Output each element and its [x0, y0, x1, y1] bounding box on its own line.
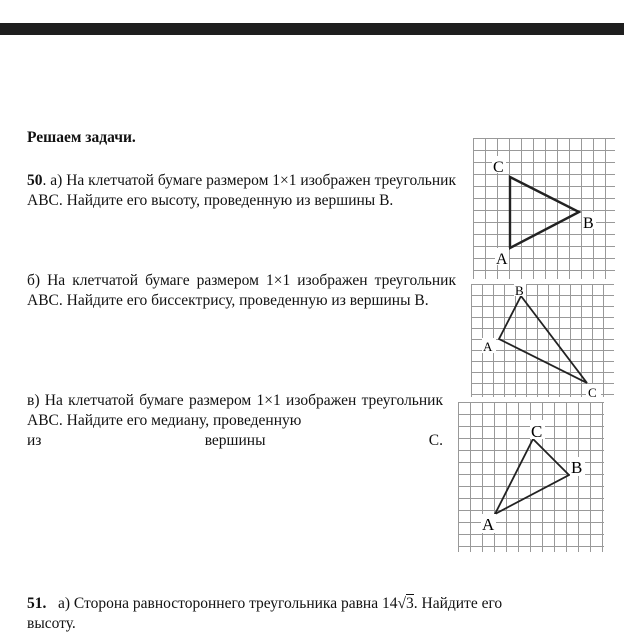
vertex-a-label: A — [496, 251, 508, 268]
figure-triangle-c — [458, 402, 606, 554]
vertex-c-label: C — [493, 159, 504, 176]
section-heading: Решаем задачи. — [27, 129, 136, 146]
problem-51-body: а) Сторона равностороннего треугольника равна 14 — [58, 595, 398, 612]
sqrt-symbol: √ — [397, 595, 406, 612]
problem-51-line2: высоту. — [27, 615, 76, 632]
word-iz: из — [27, 432, 42, 449]
vertex-a-label: A — [483, 339, 493, 354]
vertex-c-label: C — [588, 385, 597, 400]
problem-50c-last-line — [27, 431, 443, 451]
vertex-b-label: B — [583, 215, 594, 232]
problem-51-text — [27, 594, 624, 634]
problem-50c-body: в) На клетчатой бумаге размером 1×1 изображен треугольник ABC. Найдите его медиану, проведенную — [27, 392, 443, 429]
problem-51-body-end: . Найдите его — [413, 595, 503, 612]
problem-50c-text — [27, 391, 443, 451]
vertex-c-label: C — [531, 422, 543, 441]
figure-triangle-b — [471, 284, 615, 400]
problem-50a-text — [27, 171, 456, 211]
word-c: С. — [428, 432, 443, 449]
top-bar — [0, 23, 624, 35]
problem-50a-body: . а) На клетчатой бумаге размером 1×1 изображен треугольник ABC. Найдите его высоту, проведенную из вершины B. — [27, 172, 456, 209]
problem-number: 50 — [27, 172, 43, 189]
vertex-b-label: B — [515, 284, 524, 298]
figure-triangle-a — [473, 138, 617, 282]
problem-50b-text: б) На клетчатой бумаге размером 1×1 изображен треугольник ABC. Найдите его биссектрису, проведенную из вершины B. — [27, 272, 456, 309]
word-vershiny: вершины — [204, 432, 266, 449]
vertex-a-label: A — [482, 515, 495, 534]
triangle-abc-a — [510, 177, 579, 248]
problem-51-number: 51. — [27, 595, 47, 612]
sqrt-radicand: 3 — [406, 595, 414, 612]
vertex-b-label: B — [571, 458, 583, 477]
